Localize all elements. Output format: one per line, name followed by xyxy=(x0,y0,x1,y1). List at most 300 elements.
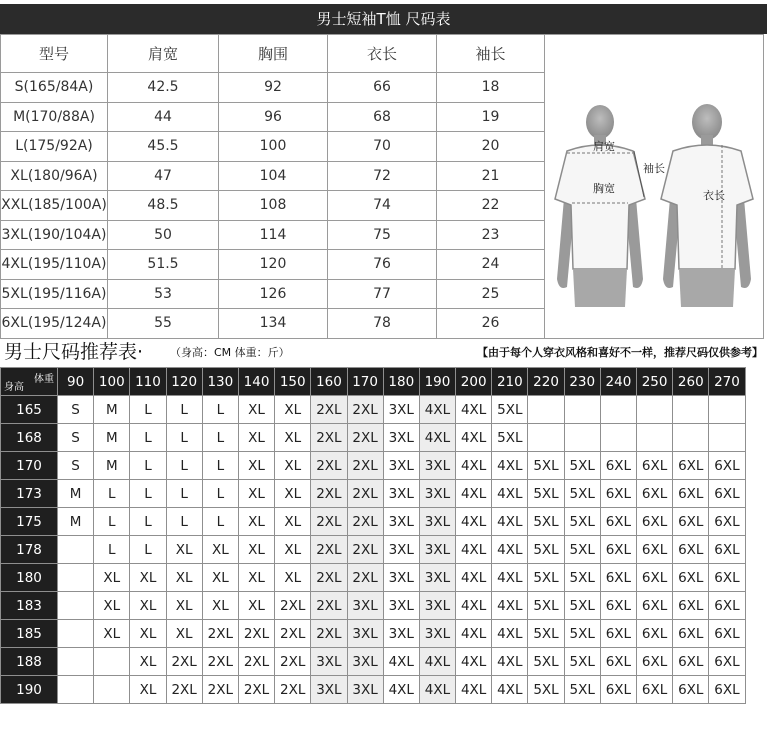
size-recommend-cell: L xyxy=(166,452,202,480)
size-recommend-cell: XL xyxy=(130,620,166,648)
size-recommend-cell xyxy=(564,396,600,424)
size-recommend-cell: XL xyxy=(238,452,274,480)
size-recommend-cell: 6XL xyxy=(637,564,673,592)
size-recommend-cell: XL xyxy=(202,564,238,592)
size-recommend-cell: 6XL xyxy=(600,620,636,648)
size-recommend-cell: 4XL xyxy=(419,676,455,704)
size-recommend-cell: 5XL xyxy=(564,564,600,592)
size-recommend-cell: XL xyxy=(238,396,274,424)
size-recommend-cell: L xyxy=(166,424,202,452)
size-recommend-cell xyxy=(58,564,94,592)
size-cell: 5XL(195/116A) xyxy=(1,279,108,309)
size-recommend-cell: 4XL xyxy=(492,648,528,676)
size-recommend-cell: 4XL xyxy=(456,564,492,592)
size-recommend-cell: M xyxy=(94,452,130,480)
size-recommend-cell: L xyxy=(130,452,166,480)
person-front-icon xyxy=(555,105,645,307)
size-cell: 96 xyxy=(219,102,328,132)
size-recommend-cell: 4XL xyxy=(456,480,492,508)
size-recommend-cell: 3XL xyxy=(347,620,383,648)
size-recommend-cell: XL xyxy=(238,592,274,620)
size-recommend-cell xyxy=(673,424,709,452)
size-recommend-cell: 2XL xyxy=(347,396,383,424)
size-recommend-cell: XL xyxy=(238,508,274,536)
size-recommend-cell xyxy=(564,424,600,452)
weight-header-cell: 270 xyxy=(709,368,745,396)
size-cell: 55 xyxy=(108,309,219,339)
size-recommend-cell: 6XL xyxy=(673,620,709,648)
weight-header-cell: 250 xyxy=(637,368,673,396)
size-recommend-cell: 4XL xyxy=(456,452,492,480)
size-cell: M(170/88A) xyxy=(1,102,108,132)
size-recommend-cell: 2XL xyxy=(238,620,274,648)
size-recommend-cell: 5XL xyxy=(528,676,564,704)
size-recommend-cell: 5XL xyxy=(528,592,564,620)
size-cell: 134 xyxy=(219,309,328,339)
size-cell: 108 xyxy=(219,191,328,221)
height-row xyxy=(1,676,746,704)
size-recommend-cell: 3XL xyxy=(383,620,419,648)
tshirt-diagram xyxy=(545,35,764,339)
size-recommend-cell: XL xyxy=(275,536,311,564)
height-row xyxy=(1,508,746,536)
size-recommend-cell: 4XL xyxy=(492,452,528,480)
size-recommend-cell: 2XL xyxy=(311,480,347,508)
size-recommend-cell: 6XL xyxy=(673,648,709,676)
size-recommend-cell: 3XL xyxy=(347,592,383,620)
size-recommend-cell: XL xyxy=(275,396,311,424)
size-recommend-cell xyxy=(709,396,745,424)
size-recommend-cell: 2XL xyxy=(347,536,383,564)
size-recommend-cell xyxy=(94,648,130,676)
tshirt-diagram-svg xyxy=(545,39,763,329)
shoulder-label: 肩宽 xyxy=(593,140,615,154)
size-recommend-cell: S xyxy=(58,424,94,452)
size-cell: 77 xyxy=(328,279,437,309)
size-recommend-cell: XL xyxy=(94,592,130,620)
height-cell: 170 xyxy=(1,452,58,480)
size-recommend-cell: XL xyxy=(130,648,166,676)
size-recommend-cell: 6XL xyxy=(709,592,745,620)
size-recommend-cell: 4XL xyxy=(456,676,492,704)
size-recommend-cell: 2XL xyxy=(311,508,347,536)
size-recommend-cell: M xyxy=(94,424,130,452)
size-cell: XL(180/96A) xyxy=(1,161,108,191)
size-recommend-cell: 4XL xyxy=(456,508,492,536)
size-cell: 72 xyxy=(328,161,437,191)
height-cell: 190 xyxy=(1,676,58,704)
size-recommend-cell: 2XL xyxy=(238,648,274,676)
weight-header-cell: 180 xyxy=(383,368,419,396)
size-recommend-cell: 5XL xyxy=(564,536,600,564)
weight-header-cell: 170 xyxy=(347,368,383,396)
size-recommend-cell xyxy=(600,424,636,452)
size-recommend-cell: 2XL xyxy=(311,396,347,424)
size-recommend-cell: 4XL xyxy=(383,648,419,676)
weight-header-cell: 260 xyxy=(673,368,709,396)
height-cell: 173 xyxy=(1,480,58,508)
size-recommend-cell: 6XL xyxy=(637,592,673,620)
size-recommend-cell: 2XL xyxy=(238,676,274,704)
size-recommend-cell xyxy=(58,620,94,648)
size-recommend-cell: 6XL xyxy=(709,480,745,508)
size-recommend-cell: XL xyxy=(166,592,202,620)
size-recommend-cell: L xyxy=(202,396,238,424)
size-recommend-cell xyxy=(94,676,130,704)
size-recommend-cell: XL xyxy=(275,424,311,452)
weight-header-cell: 190 xyxy=(419,368,455,396)
size-cell: 66 xyxy=(328,73,437,103)
corner-height: 身高 xyxy=(4,382,24,393)
size-recommend-cell: 4XL xyxy=(419,396,455,424)
height-row xyxy=(1,452,746,480)
size-recommend-cell: XL xyxy=(130,564,166,592)
size-recommend-cell: 5XL xyxy=(528,536,564,564)
size-recommend-cell: 3XL xyxy=(419,620,455,648)
size-recommend-cell: 3XL xyxy=(419,592,455,620)
size-recommend-cell: 6XL xyxy=(709,620,745,648)
size-recommend-cell xyxy=(58,592,94,620)
size-recommend-cell: S xyxy=(58,452,94,480)
size-recommend-cell xyxy=(709,424,745,452)
size-recommend-cell: 2XL xyxy=(311,536,347,564)
size-cell: 26 xyxy=(437,309,545,339)
size-table-header xyxy=(1,35,764,73)
header-cell: 袖长 xyxy=(437,35,545,73)
recommend-subtitle: （身高：CM 体重：斤） xyxy=(170,346,290,359)
size-recommend-cell: 5XL xyxy=(564,592,600,620)
weight-header-cell: 130 xyxy=(202,368,238,396)
size-recommend-cell: 6XL xyxy=(637,508,673,536)
size-table xyxy=(0,34,764,339)
size-cell: 92 xyxy=(219,73,328,103)
height-cell: 185 xyxy=(1,620,58,648)
size-recommend-cell: 6XL xyxy=(600,676,636,704)
recommend-note: 【由于每个人穿衣风格和喜好不一样，推荐尺码仅供参考】 xyxy=(477,346,763,359)
size-recommend-cell: 6XL xyxy=(673,564,709,592)
size-recommend-cell: 6XL xyxy=(709,536,745,564)
page-title: 男士短袖T恤 尺码表 xyxy=(0,4,767,34)
size-cell: 104 xyxy=(219,161,328,191)
weight-header-row xyxy=(1,368,746,396)
size-recommend-cell: 5XL xyxy=(564,648,600,676)
size-recommend-cell: 5XL xyxy=(564,480,600,508)
weight-header-cell: 150 xyxy=(275,368,311,396)
size-recommend-cell: 6XL xyxy=(600,480,636,508)
weight-header-cell: 160 xyxy=(311,368,347,396)
size-recommend-cell: 3XL xyxy=(383,480,419,508)
recommend-table xyxy=(0,367,746,704)
size-recommend-cell: 6XL xyxy=(600,536,636,564)
size-recommend-cell: 3XL xyxy=(419,480,455,508)
chest-label: 胸宽 xyxy=(593,182,615,196)
size-recommend-cell xyxy=(528,424,564,452)
size-recommend-cell: 6XL xyxy=(709,676,745,704)
height-row xyxy=(1,536,746,564)
size-cell: 6XL(195/124A) xyxy=(1,309,108,339)
weight-header-cell: 230 xyxy=(564,368,600,396)
size-recommend-cell: 4XL xyxy=(492,508,528,536)
size-recommend-cell: XL xyxy=(238,564,274,592)
height-row xyxy=(1,396,746,424)
size-recommend-cell: 6XL xyxy=(673,676,709,704)
size-recommend-cell: 5XL xyxy=(564,620,600,648)
sleeve-label: 袖长 xyxy=(643,162,665,176)
size-recommend-cell: 4XL xyxy=(456,620,492,648)
size-recommend-cell: 2XL xyxy=(347,480,383,508)
size-recommend-cell: 2XL xyxy=(166,648,202,676)
size-recommend-cell: 5XL xyxy=(528,452,564,480)
size-recommend-cell: 4XL xyxy=(492,480,528,508)
height-cell: 178 xyxy=(1,536,58,564)
weight-header-cell: 110 xyxy=(130,368,166,396)
size-recommend-cell: 6XL xyxy=(637,536,673,564)
size-recommend-cell: XL xyxy=(275,564,311,592)
size-recommend-cell: XL xyxy=(275,452,311,480)
size-recommend-cell: 3XL xyxy=(419,508,455,536)
size-recommend-cell: L xyxy=(130,480,166,508)
size-cell: 126 xyxy=(219,279,328,309)
size-recommend-cell: XL xyxy=(238,480,274,508)
size-recommend-cell: XL xyxy=(166,564,202,592)
size-recommend-cell: 5XL xyxy=(528,648,564,676)
weight-header-cell: 240 xyxy=(600,368,636,396)
weight-header-cell: 120 xyxy=(166,368,202,396)
size-recommend-cell: 2XL xyxy=(347,452,383,480)
size-recommend-cell: XL xyxy=(94,564,130,592)
size-recommend-cell: 6XL xyxy=(600,564,636,592)
size-recommend-cell: 4XL xyxy=(419,424,455,452)
size-recommend-cell xyxy=(673,396,709,424)
size-recommend-cell: 3XL xyxy=(383,396,419,424)
size-recommend-cell: 5XL xyxy=(564,452,600,480)
size-recommend-cell: 3XL xyxy=(383,536,419,564)
size-cell: 75 xyxy=(328,220,437,250)
size-recommend-cell: 3XL xyxy=(383,452,419,480)
size-cell: 51.5 xyxy=(108,250,219,280)
header-cell: 衣长 xyxy=(328,35,437,73)
size-recommend-cell: 4XL xyxy=(456,592,492,620)
size-recommend-cell: 2XL xyxy=(347,424,383,452)
size-cell: 3XL(190/104A) xyxy=(1,220,108,250)
size-recommend-cell: XL xyxy=(238,536,274,564)
size-cell: L(175/92A) xyxy=(1,132,108,162)
size-recommend-cell: 6XL xyxy=(600,648,636,676)
size-recommend-cell: 6XL xyxy=(673,452,709,480)
size-recommend-cell: 2XL xyxy=(347,508,383,536)
size-recommend-cell: 3XL xyxy=(311,676,347,704)
size-recommend-cell: 6XL xyxy=(673,508,709,536)
size-recommend-cell: 3XL xyxy=(419,564,455,592)
size-recommend-cell: 2XL xyxy=(311,592,347,620)
size-recommend-cell xyxy=(637,424,673,452)
size-recommend-cell: XL xyxy=(238,424,274,452)
size-cell: S(165/84A) xyxy=(1,73,108,103)
size-recommend-cell: 2XL xyxy=(166,676,202,704)
size-cell: 19 xyxy=(437,102,545,132)
size-recommend-cell: XL xyxy=(202,592,238,620)
weight-header-cell: 210 xyxy=(492,368,528,396)
size-recommend-cell: XL xyxy=(202,536,238,564)
height-row xyxy=(1,480,746,508)
size-recommend-cell: 6XL xyxy=(709,648,745,676)
size-recommend-cell: M xyxy=(58,480,94,508)
size-recommend-cell: M xyxy=(94,396,130,424)
size-recommend-cell: 4XL xyxy=(456,424,492,452)
size-recommend-cell: 4XL xyxy=(492,620,528,648)
size-cell: XXL(185/100A) xyxy=(1,191,108,221)
size-recommend-cell: 4XL xyxy=(492,676,528,704)
size-recommend-cell: L xyxy=(202,480,238,508)
size-recommend-cell: 4XL xyxy=(419,648,455,676)
size-recommend-cell: XL xyxy=(130,676,166,704)
size-recommend-cell xyxy=(58,676,94,704)
size-recommend-cell: XL xyxy=(166,536,202,564)
size-recommend-cell: 6XL xyxy=(673,536,709,564)
recommend-title: 男士尺码推荐表· xyxy=(4,341,144,363)
size-recommend-cell: 5XL xyxy=(528,508,564,536)
size-recommend-cell: 6XL xyxy=(673,480,709,508)
size-recommend-cell: 4XL xyxy=(456,648,492,676)
height-cell: 183 xyxy=(1,592,58,620)
size-cell: 47 xyxy=(108,161,219,191)
height-cell: 188 xyxy=(1,648,58,676)
size-cell: 20 xyxy=(437,132,545,162)
weight-header-cell: 200 xyxy=(456,368,492,396)
size-recommend-cell: L xyxy=(202,508,238,536)
size-recommend-cell: 5XL xyxy=(528,480,564,508)
size-cell: 45.5 xyxy=(108,132,219,162)
size-recommend-cell: 5XL xyxy=(492,396,528,424)
size-recommend-cell: 5XL xyxy=(564,676,600,704)
size-cell: 23 xyxy=(437,220,545,250)
size-cell: 4XL(195/110A) xyxy=(1,250,108,280)
size-recommend-cell: 5XL xyxy=(528,564,564,592)
size-recommend-cell: 3XL xyxy=(383,564,419,592)
size-recommend-cell: L xyxy=(166,508,202,536)
size-recommend-cell: 2XL xyxy=(202,648,238,676)
size-recommend-cell xyxy=(600,396,636,424)
size-cell: 76 xyxy=(328,250,437,280)
height-row xyxy=(1,564,746,592)
size-recommend-cell: L xyxy=(130,508,166,536)
size-recommend-cell: L xyxy=(202,452,238,480)
size-recommend-cell: 6XL xyxy=(709,452,745,480)
size-cell: 48.5 xyxy=(108,191,219,221)
size-recommend-cell: L xyxy=(130,536,166,564)
height-cell: 175 xyxy=(1,508,58,536)
size-cell: 74 xyxy=(328,191,437,221)
size-recommend-cell: 4XL xyxy=(492,564,528,592)
size-recommend-cell: 3XL xyxy=(383,592,419,620)
size-recommend-cell: 6XL xyxy=(709,564,745,592)
size-cell: 78 xyxy=(328,309,437,339)
size-recommend-cell: 6XL xyxy=(600,592,636,620)
size-cell: 68 xyxy=(328,102,437,132)
weight-header-cell: 100 xyxy=(94,368,130,396)
size-cell: 25 xyxy=(437,279,545,309)
size-recommend-cell: 6XL xyxy=(709,508,745,536)
size-recommend-cell: L xyxy=(94,536,130,564)
size-recommend-cell: 2XL xyxy=(275,648,311,676)
size-recommend-cell: XL xyxy=(94,620,130,648)
height-cell: 180 xyxy=(1,564,58,592)
size-recommend-cell: 3XL xyxy=(383,508,419,536)
size-recommend-cell xyxy=(637,396,673,424)
corner-weight: 体重 xyxy=(34,374,54,385)
size-recommend-cell: 6XL xyxy=(673,592,709,620)
size-cell: 22 xyxy=(437,191,545,221)
size-recommend-cell: 2XL xyxy=(311,424,347,452)
size-recommend-cell xyxy=(58,648,94,676)
size-recommend-cell: L xyxy=(94,508,130,536)
length-label: 衣长 xyxy=(703,189,725,203)
corner-cell xyxy=(1,368,58,396)
size-recommend-cell: 3XL xyxy=(419,536,455,564)
size-recommend-cell: L xyxy=(166,396,202,424)
size-recommend-cell: 6XL xyxy=(637,620,673,648)
size-recommend-cell: 3XL xyxy=(311,648,347,676)
header-cell: 胸围 xyxy=(219,35,328,73)
recommend-header xyxy=(0,337,769,365)
header-cell: 型号 xyxy=(1,35,108,73)
size-recommend-cell: 2XL xyxy=(275,620,311,648)
size-recommend-cell: 4XL xyxy=(456,396,492,424)
size-recommend-cell: 4XL xyxy=(492,536,528,564)
size-cell: 42.5 xyxy=(108,73,219,103)
size-recommend-cell: 3XL xyxy=(347,648,383,676)
size-recommend-cell: 2XL xyxy=(202,676,238,704)
size-recommend-cell: XL xyxy=(275,508,311,536)
size-cell: 21 xyxy=(437,161,545,191)
size-recommend-cell: 6XL xyxy=(600,508,636,536)
size-recommend-cell: L xyxy=(130,396,166,424)
size-recommend-cell: XL xyxy=(275,480,311,508)
size-recommend-cell: 3XL xyxy=(383,424,419,452)
size-recommend-cell: 2XL xyxy=(202,620,238,648)
size-recommend-cell: 6XL xyxy=(637,480,673,508)
size-cell: 53 xyxy=(108,279,219,309)
size-recommend-cell: L xyxy=(94,480,130,508)
size-recommend-cell: 2XL xyxy=(347,564,383,592)
size-recommend-cell: 2XL xyxy=(311,564,347,592)
size-recommend-cell: 5XL xyxy=(492,424,528,452)
size-cell: 70 xyxy=(328,132,437,162)
size-recommend-cell: 2XL xyxy=(275,676,311,704)
size-recommend-cell: L xyxy=(166,480,202,508)
weight-header-cell: 90 xyxy=(58,368,94,396)
height-row xyxy=(1,620,746,648)
height-row xyxy=(1,424,746,452)
height-cell: 165 xyxy=(1,396,58,424)
height-cell: 168 xyxy=(1,424,58,452)
size-cell: 50 xyxy=(108,220,219,250)
size-cell: 24 xyxy=(437,250,545,280)
size-recommend-cell: 5XL xyxy=(528,620,564,648)
size-recommend-cell: 4XL xyxy=(383,676,419,704)
size-recommend-cell: 6XL xyxy=(637,648,673,676)
height-row xyxy=(1,592,746,620)
size-cell: 120 xyxy=(219,250,328,280)
size-recommend-cell: 6XL xyxy=(637,452,673,480)
size-recommend-cell: 6XL xyxy=(600,452,636,480)
size-recommend-cell: 5XL xyxy=(564,508,600,536)
size-recommend-cell: 4XL xyxy=(492,592,528,620)
size-recommend-cell: S xyxy=(58,396,94,424)
size-recommend-cell xyxy=(58,536,94,564)
size-cell: 100 xyxy=(219,132,328,162)
size-cell: 18 xyxy=(437,73,545,103)
